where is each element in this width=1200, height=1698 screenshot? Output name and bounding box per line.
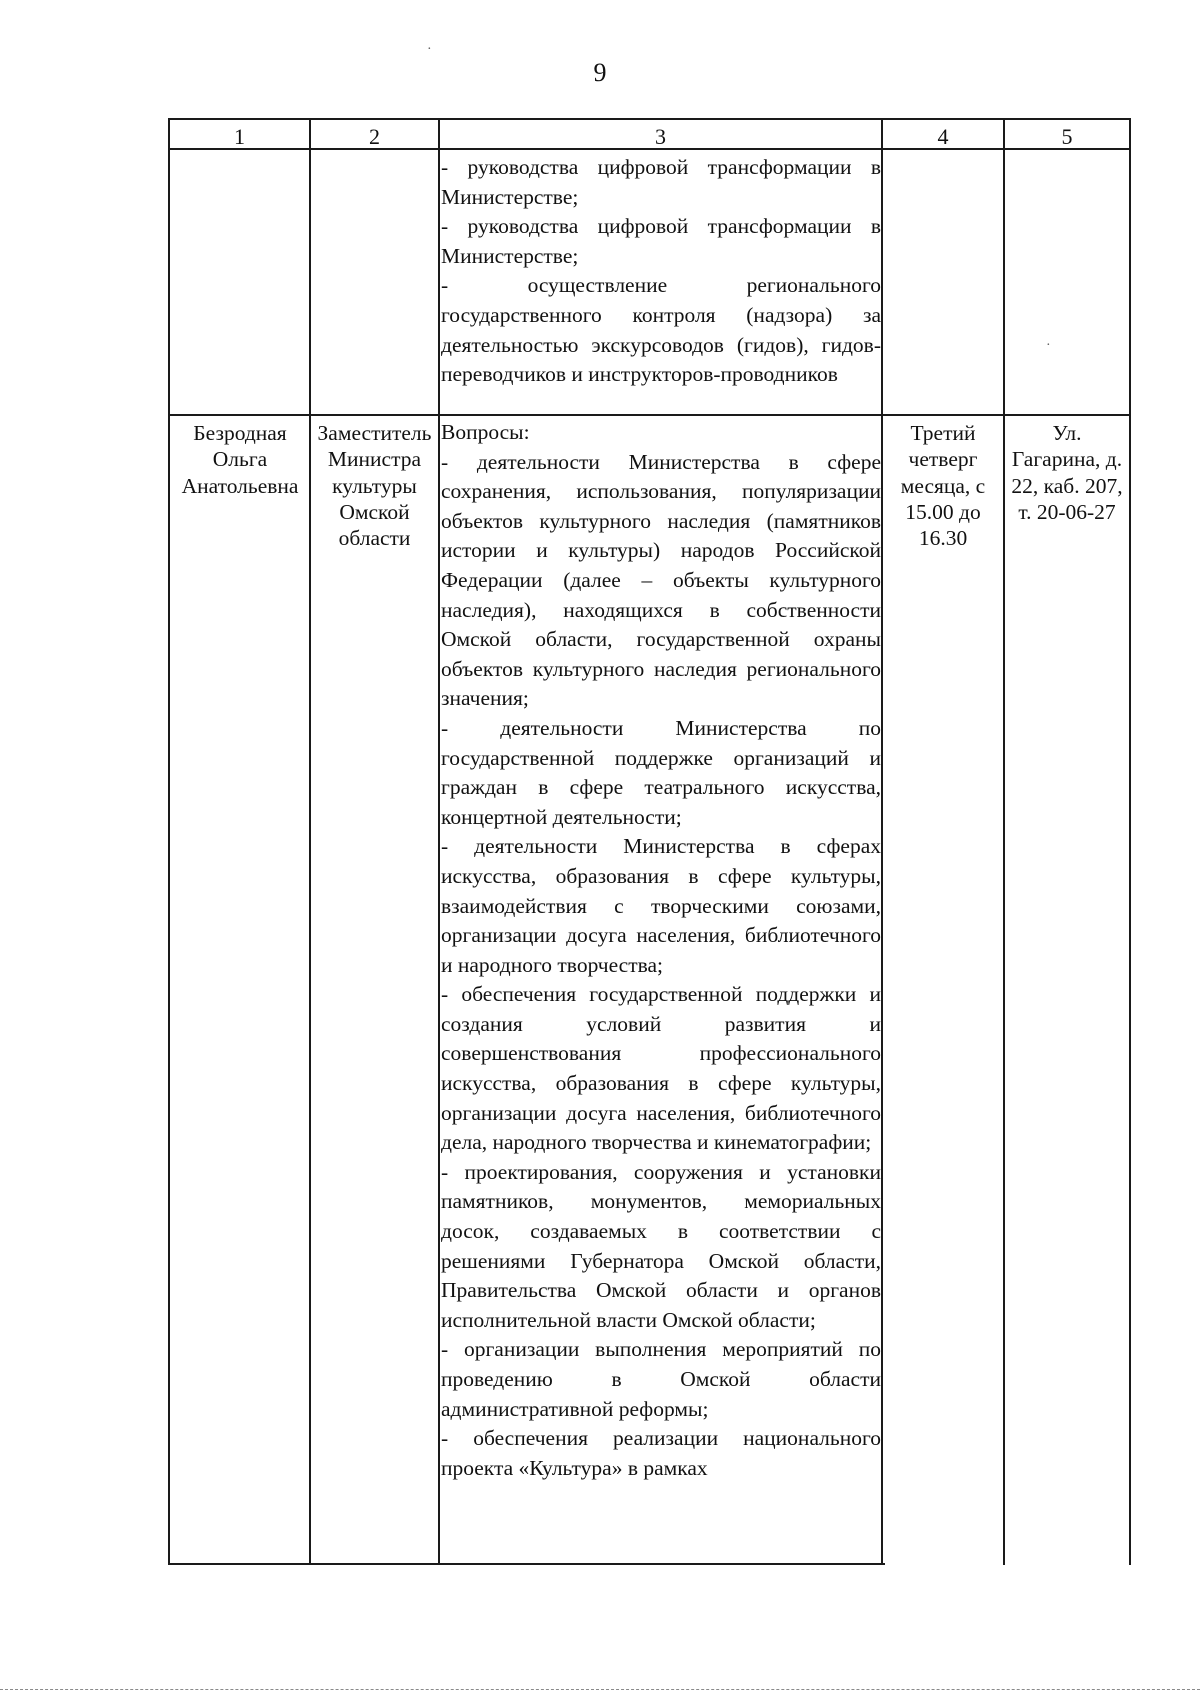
reception-address: Ул. Гагарина, д. 22, каб. 207, т. 20-06-27 [1011,421,1123,524]
table-border-top [168,118,1131,120]
scan-edge-line [0,1689,1200,1690]
list-item: - руководства цифровой трансформации в Министерстве; [441,155,881,209]
row-divider [168,414,1131,416]
list-item: - проектирования, сооружения и установки памятников, монументов, мемориальных досок, создаваемых в соответствии с решениями Губернатора Омской области, Правительства Омской области и органов исполнительной власти Омской области; [441,1159,881,1332]
list-item: - деятельности Министерства по государственной поддержке организаций и граждан в сфере театрального искусства, концертной деятельности; [441,715,881,829]
list-item: - осуществление регионального государственного контроля (надзора) за деятельностью экскурсоводов (гидов), гидов-переводчиков и инструкторов-проводников [441,273,881,387]
list-item: - обеспечения государственной поддержки и создания условий развития и совершенствования профессионального искусства, образования в сфере культуры, организации досуга населения, библиотечного дела, народного творчества и кинематографии; [441,982,881,1155]
column-divider-1-2 [309,118,311,1565]
header-col-2: 2 [369,124,380,149]
continuation-list [441,153,881,390]
header-col-3: 3 [655,124,666,149]
official-position: Заместитель Министра культуры Омской области [317,421,432,551]
list-item: - обеспечения реализации национального проекта «Культура» в рамках [441,1426,881,1480]
header-col-1: 1 [234,124,245,149]
list-item: - деятельности Министерства в сфере сохранения, использования, популяризации объектов культурного наследия (памятников истории и культуры) народов Российской Федерации (далее – объекты культурного наследия), находящихся в собственности Омской области, государственной охраны объектов культурного наследия регионального значения; [441,449,881,711]
table-border-left [168,118,170,1565]
questions-label: Вопросы: [441,420,530,444]
header-col-5: 5 [1061,124,1073,149]
official-name: Безродная Ольга Анатольевна [181,421,299,498]
table-border-bottom [168,1563,885,1565]
list-item: - руководства цифровой трансформации в Министерстве; [441,214,881,268]
scan-speck: · [1046,338,1051,353]
column-divider-2-3 [438,118,440,1565]
column-divider-3-4 [881,118,883,1565]
column-divider-4-5 [1003,118,1005,1565]
reception-schedule: Третий четверг месяца, с 15.00 до 16.30 [900,421,986,551]
list-item: - организации выполнения мероприятий по проведению в Омской области административной реформы; [441,1337,881,1421]
questions-list [441,418,881,1483]
scan-speck: · [427,42,432,57]
header-col-4: 4 [937,124,949,149]
table-border-right [1129,118,1131,1565]
page-number: 9 [593,58,607,87]
list-item: - деятельности Министерства в сферах искусства, образования в сфере культуры, взаимодействия с творческими союзами, организации досуга населения, библиотечного и народного творчества; [441,834,881,977]
